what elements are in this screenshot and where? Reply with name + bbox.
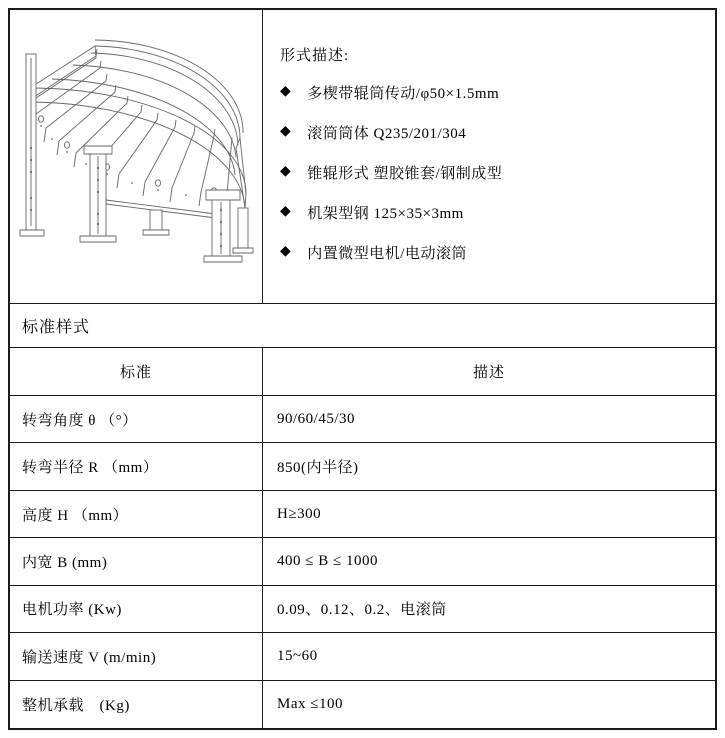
spec-row-value-machine-load: Max ≤100: [277, 695, 343, 712]
description-item: [280, 152, 707, 192]
spec-row-label-motor-power: 电机功率 (Kw): [10, 586, 263, 633]
spec-row-value-inner-width: 400 ≤ B ≤ 1000: [263, 538, 715, 585]
spec-row-value-height: H≥300: [263, 491, 715, 538]
diamond-bullet-icon: ◆: [280, 244, 292, 259]
spec-row-label-height: 高度 H （mm）: [10, 491, 263, 538]
column-header-description: 描述: [263, 348, 715, 396]
section-title: 标准样式: [10, 304, 715, 348]
form-description-panel: [263, 10, 715, 304]
spec-sheet: [8, 8, 717, 730]
spec-row-value-conveying-speed: 15~60: [263, 633, 715, 680]
product-drawing-cell: [10, 10, 263, 304]
spec-row-value-motor-power: 0.09、0.12、0.2、电滚筒: [263, 586, 715, 633]
description-item: [280, 72, 707, 112]
spec-row-label-inner-width: 内宽 B (mm): [10, 538, 263, 585]
curve-roller-conveyor-drawing: [18, 34, 254, 270]
description-heading: 形式描述:: [280, 48, 350, 64]
spec-row-value-turn-radius: 850(内半径): [263, 443, 715, 490]
diamond-bullet-icon: ◆: [280, 84, 292, 99]
spec-row-value-turn-angle: 90/60/45/30: [263, 396, 715, 443]
description-item-text: 锥辊形式 塑胶锥套/钢制成型: [307, 165, 503, 182]
description-item: [280, 112, 707, 152]
description-item-text: 机架型钢 125×35×3mm: [307, 205, 464, 222]
diamond-bullet-icon: ◆: [280, 164, 292, 179]
spec-row-label-turn-angle: 转弯角度 θ （°）: [10, 396, 263, 443]
spec-row-label-turn-radius: 转弯半径 R （mm）: [10, 443, 263, 490]
description-item: [280, 232, 707, 272]
column-header-standard: 标准: [10, 348, 263, 396]
description-item-text: 内置微型电机/电动滚筒: [307, 245, 467, 262]
description-item-text: 多楔带辊筒传动/φ50×1.5mm: [307, 85, 500, 102]
description-item: [280, 192, 707, 232]
spec-row-label-conveying-speed: 输送速度 V (m/min): [10, 633, 263, 680]
diamond-bullet-icon: ◆: [280, 204, 292, 219]
description-item-text: 滚筒筒体 Q235/201/304: [307, 125, 467, 142]
diamond-bullet-icon: ◆: [280, 124, 292, 139]
spec-row-label-machine-load: 整机承载 (Kg): [10, 681, 263, 728]
